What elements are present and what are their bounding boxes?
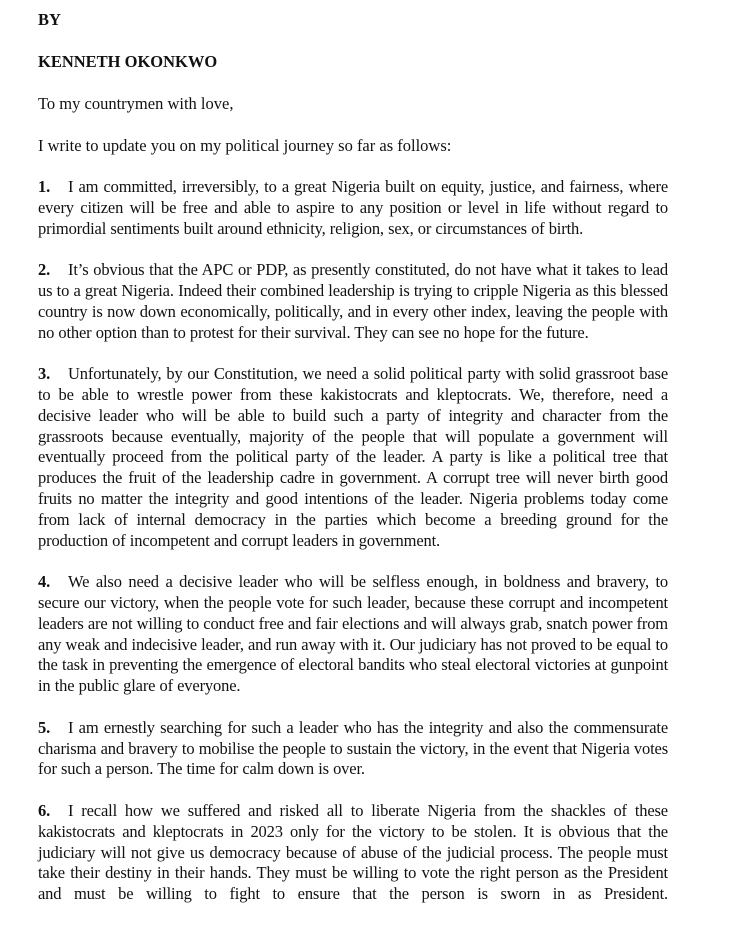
- paragraph-number: 3.: [38, 364, 51, 384]
- paragraph-number: 1.: [38, 177, 51, 196]
- paragraph-4: [38, 572, 668, 697]
- paragraph-number: 2.: [38, 260, 51, 280]
- paragraph-1: [38, 177, 668, 239]
- salutation: To my countrymen with love,: [38, 94, 234, 113]
- intro-line: I write to update you on my political journey so far as follows:: [38, 136, 452, 155]
- paragraph-text: We also need a decisive leader who will be selfless enough, in boldness and bravery, to secure our victory, when the people vote for such leader, because these corrupt and incompetent leaders are not willing to conduct free and fair elections and will always grab, snatch power from any weak and indecisive leader, and run away with it. Our judiciary has not proved to be equal to the task in preventing the emergence of electoral bandits who steal electoral victories at gunpoint in the public glare of everyone.: [38, 572, 668, 696]
- paragraph-number: 4.: [38, 572, 51, 592]
- author-name: KENNETH OKONKWO: [38, 52, 218, 71]
- byline-label: BY: [38, 10, 61, 29]
- paragraph-text: I recall how we suffered and risked all to liberate Nigeria from the shackles of these kakistocrats and kleptocrats in 2023 only for the victory to be stolen. It is obvious that the judiciary will not give us democracy because of abuse of the judicial process. The people must take their destiny in their hands. They must be willing to vote the right person as the President and must be willing to fight to ensure that the person is sworn in as President.: [38, 800, 668, 904]
- paragraph-5: [38, 718, 668, 780]
- paragraph-text: Unfortunately, by our Constitution, we need a solid political party with solid grassroot base to be able to wrestle power from these kakistocrats and kleptocrats. We, therefore, need a decisive leader who will be able to build such a party of integrity and character from the grassroots because eventually, majority of the people that will populate a government will eventually proceed from the political party of the leader. A party is like a political tree that produces the fruit of the leadership cadre in government. A corrupt tree will never birth good fruits no matter the integrity and good intentions of the leader. Nigeria problems today come from lack of internal democracy in the parties which become a breeding ground for the production of incompetent and corrupt leaders in government.: [38, 364, 668, 550]
- paragraph-2: [38, 260, 668, 343]
- paragraph-text: It’s obvious that the APC or PDP, as presently constituted, do not have what it takes to lead us to a great Nigeria. Indeed their combined leadership is trying to cripple Nigeria as this blessed country is now down economically, politically, and in every other index, leaving the people with no other option than to protest for their survival. They can see no hope for the future.: [38, 260, 668, 342]
- paragraph-number: 6.: [38, 800, 51, 820]
- paragraph-text: I am committed, irreversibly, to a great Nigeria built on equity, justice, and fairness, where every citizen will be free and able to aspire to any position or level in life without regard to primordial sentiments built around ethnicity, religion, sex, or circumstances of birth.: [38, 177, 668, 238]
- paragraph-text: I am ernestly searching for such a leader who has the integrity and also the commensurate charisma and bravery to mobilise the people to sustain the victory, in the event that Nigeria votes for such a person. The time for calm down is over.: [38, 717, 668, 779]
- paragraph-number: 5.: [38, 717, 51, 737]
- paragraph-6: [38, 801, 668, 905]
- letter-document: [38, 9, 668, 926]
- paragraph-3: [38, 364, 668, 551]
